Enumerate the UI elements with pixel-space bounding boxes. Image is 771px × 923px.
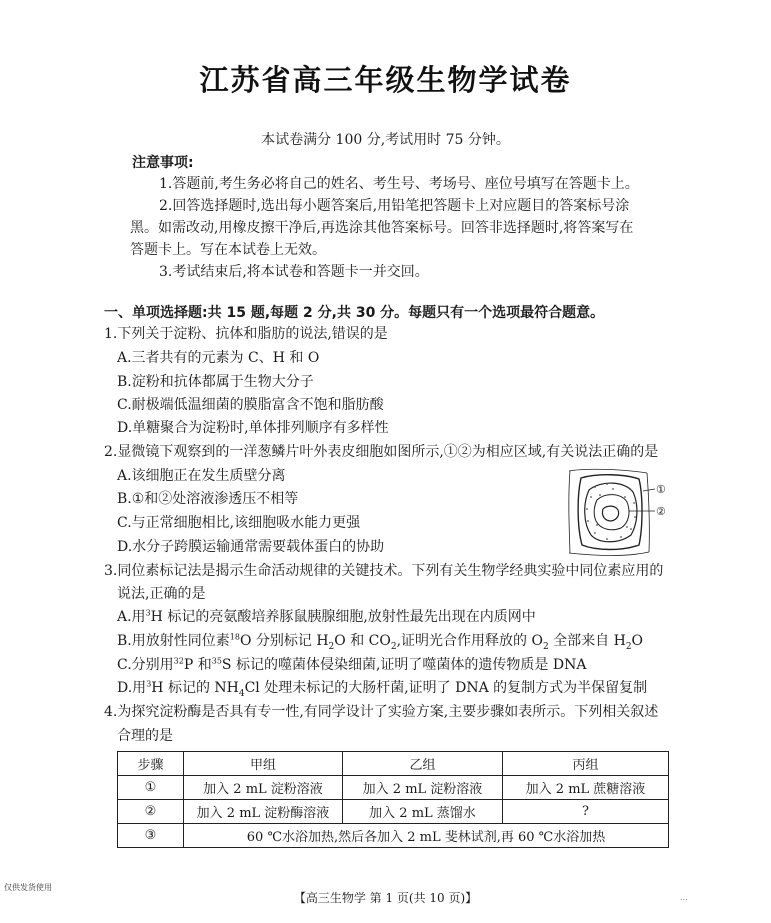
q1-option-a: A.三者共有的元素为 C、H 和 O — [117, 350, 320, 366]
table-cell: ① — [118, 776, 184, 800]
table-cell: 加入 2 mL 淀粉溶液 — [343, 776, 503, 800]
q4-stem-line-2: 合理的是 — [117, 728, 173, 744]
table-cell: 加入 2 mL 蔗糖溶液 — [503, 776, 669, 800]
table-row — [118, 824, 669, 848]
q3-stem-line-2: 说法,正确的是 — [117, 586, 206, 602]
q1-option-b: B.淀粉和抗体都属于生物大分子 — [117, 374, 314, 390]
table-cell: 加入 2 mL 蒸馏水 — [343, 800, 503, 824]
notice-item-1: 1.答题前,考生务必将自己的姓名、考生号、考场号、座位号填写在答题卡上。 — [159, 176, 639, 192]
experiment-table — [117, 751, 669, 848]
header-group-b: 乙组 — [343, 752, 503, 776]
onion-cell-diagram — [567, 465, 671, 560]
table-cell-merged: 60 ℃水浴加热,然后各加入 2 mL 斐林试剂,再 60 ℃水浴加热 — [184, 824, 669, 848]
q1-option-c: C.耐极端低温细菌的膜脂富含不饱和脂肪酸 — [117, 397, 384, 413]
vacuole — [594, 495, 629, 530]
table-row — [118, 800, 669, 824]
notice-item-2-line-3: 答题卡上。写在本试卷上无效。 — [130, 242, 326, 258]
table-cell: 加入 2 mL 淀粉酶溶液 — [184, 800, 343, 824]
page-footer: 【高三生物学 第 1 页(共 10 页)】 — [293, 891, 478, 905]
header-group-a: 甲组 — [184, 752, 343, 776]
nucleus — [602, 506, 618, 521]
exam-title: 江苏省高三年级生物学试卷 — [199, 63, 572, 97]
label-region-1: ① — [656, 483, 666, 496]
cell-wall — [578, 475, 642, 550]
q2-option-a: A.该细胞正在发生质壁分离 — [117, 468, 286, 484]
notice-item-2-line-1: 2.回答选择题时,选出每小题答案后,用铅笔把答题卡上对应题目的答案标号涂 — [159, 198, 630, 214]
pointer-line-1 — [643, 489, 655, 491]
section-heading: 一、单项选择题:共 15 题,每题 2 分,共 30 分。每题只有一个选项最符合题意。 — [104, 305, 605, 321]
q3-option-d: D.用$^3$H 标记的 $NH_4Cl$ 处理未标记的大肠杆菌,证明了 DNA 的复制方式为半保留复制 — [117, 679, 648, 699]
header-group-c: 丙组 — [503, 752, 669, 776]
table-cell: 加入 2 mL 淀粉溶液 — [184, 776, 343, 800]
q3-option-b: B.用放射性同位素$^{18}$O 分别标记 $H_2O$ 和 $CO_2$,证明光合作用释放的 $O_2$ 全部来自 $H_2O$ — [117, 632, 644, 652]
footer-mark: ... — [680, 893, 688, 902]
q2-stem: 2.显微镜下观察到的一洋葱鳞片叶外表皮细胞如图所示,①②为相应区域,有关说法正确的是 — [104, 444, 659, 460]
table-row — [118, 776, 669, 800]
table-cell: ② — [118, 800, 184, 824]
q3-stem-line-1: 3.同位素标记法是揭示生命活动规律的关键技术。下列有关生物学经典实验中同位素应用的 — [104, 563, 664, 579]
q3-option-c: C.分别用$^{32}$P 和$^{35}$S 标记的噬菌体侵染细菌,证明了噬菌体的遗传物质是 DNA — [117, 656, 587, 673]
exam-info: 本试卷满分 100 分,考试用时 75 分钟。 — [261, 132, 510, 148]
header-step: 步骤 — [118, 752, 184, 776]
notice-item-2-line-2: 黑。如需改动,用橡皮擦干净后,再选涂其他答案标号。回答非选择题时,将答案写在 — [130, 220, 634, 236]
notice-heading: 注意事项: — [132, 155, 194, 171]
q1-option-d: D.单糖聚合为淀粉时,单体排列顺序有多样性 — [117, 420, 389, 436]
q4-stem-line-1: 4.为探究淀粉酶是否具有专一性,有同学设计了实验方案,主要步骤如表所示。下列相关叙述 — [104, 704, 659, 720]
table-header-row — [118, 752, 669, 776]
table-cell: ? — [503, 800, 669, 824]
label-region-2: ② — [656, 505, 666, 518]
table-cell: ③ — [118, 824, 184, 848]
corner-note: 仅供发货使用 — [4, 883, 52, 892]
q2-option-c: C.与正常细胞相比,该细胞吸水能力更强 — [117, 515, 361, 531]
q3-option-a: A.用$^3$H 标记的亮氨酸培养豚鼠胰腺细胞,放射性最先出现在内质网中 — [117, 608, 536, 625]
q1-stem: 1.下列关于淀粉、抗体和脂肪的说法,错误的是 — [104, 326, 388, 342]
q2-option-b: B.①和②处溶液渗透压不相等 — [117, 491, 299, 507]
notice-item-3: 3.考试结束后,将本试卷和答题卡一并交回。 — [159, 264, 429, 280]
q2-option-d: D.水分子跨膜运输通常需要载体蛋白的协助 — [117, 539, 385, 555]
